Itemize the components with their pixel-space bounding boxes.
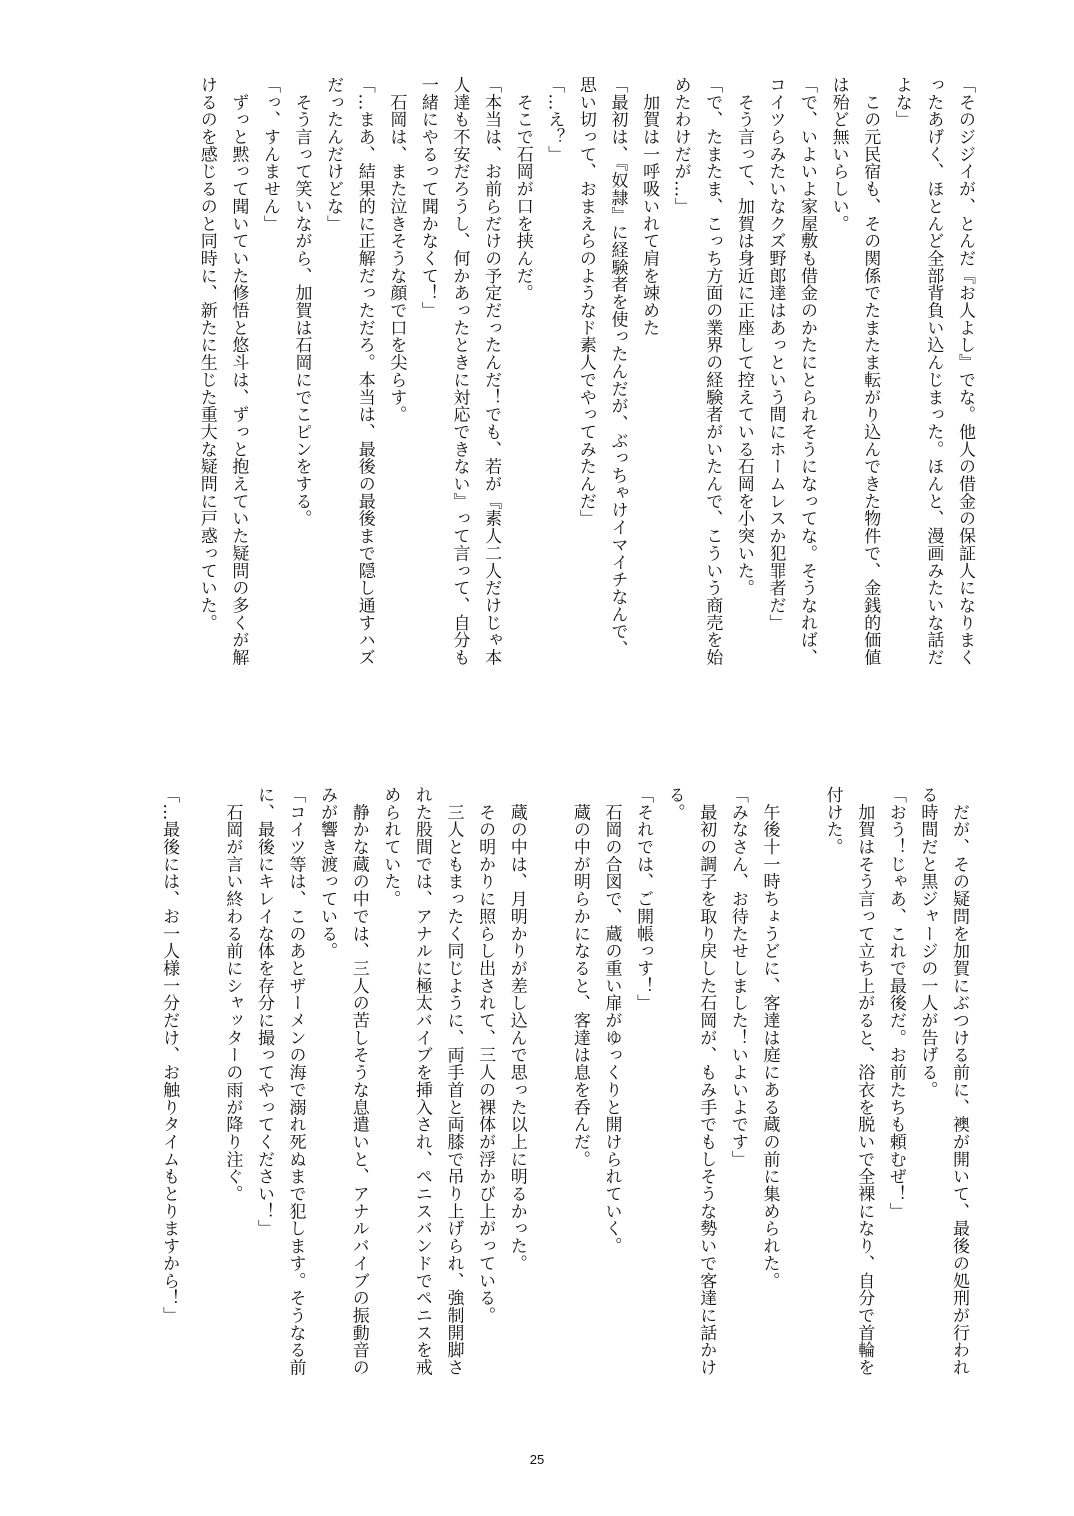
text-column: 三人ともまったく同じように、両手首と両膝で吊り上げられ、強制開脚さ	[443, 786, 464, 1376]
text-column: る時間だと黒ジャージの一人が告げる。	[917, 786, 938, 1099]
text-column: めたわけだが…」	[670, 76, 691, 215]
text-column	[184, 786, 216, 1386]
text-column: は殆ど無いらしい。	[828, 76, 849, 233]
text-column: 「それでは、ご開帳っす！」	[633, 786, 654, 1012]
text-column: 「最初は、『奴隷』に経験者を使ったんだが、ぶっちゃけイマイチなんで、	[607, 76, 628, 658]
text-column: よな」	[891, 76, 912, 129]
text-column: 加賀はそう言って立ち上がると、浴衣を脱いで全裸になり、自分で首輪を	[854, 786, 875, 1376]
text-column	[532, 786, 564, 1386]
text-column: 石岡の合図で、蔵の重い扉がゆっくりと開けられていく。	[601, 786, 622, 1255]
text-column: 「コイツ等は、このあとザーメンの海で溺れ死ぬまで犯します。そうなる前	[285, 786, 306, 1376]
text-column: 蔵の中は、月明かりが差し込んで思った以上に明るかった。	[506, 786, 527, 1272]
text-column: みが響き渡っている。	[317, 786, 338, 960]
text-column: 「で、たまたま、こっち方面の業界の経験者がいたんで、こういう商売を始	[702, 76, 723, 666]
text-column: 「…まあ、結果的に正解だっただろ。本当は、最後の最後まで隠し通すハズ	[354, 76, 375, 666]
text-column: そう言って、加賀は身近に正座して控えている石岡を小突いた。	[733, 76, 754, 597]
text-column: この元民宿も、その関係でたまたま転がり込んできた物件で、金銭的価値	[860, 76, 881, 666]
text-column: れた股間では、アナルに極太バイブを挿入され、ペニスバンドでペニスを戒	[411, 786, 432, 1376]
text-column: 「…え？」	[544, 76, 565, 163]
text-column: 「本当は、お前らだけの予定だったんだ！でも、若が『素人二人だけじゃ本	[481, 76, 502, 666]
text-column: コイツらみたいなクズ野郎達はあっという間にホームレスか犯罪者だ」	[765, 76, 786, 632]
text-column: 「そのジジイが、とんだ『お人よし』でな。他人の借金の保証人になりまく	[955, 76, 975, 666]
text-column: 静かな蔵の中では、三人の苦しそうな息遣いと、アナルバイブの振動音の	[348, 786, 369, 1376]
text-column: 午後十一時ちょうどに、客達は庭にある蔵の前に集められた。	[759, 786, 780, 1290]
text-column: 石岡が言い終わる前にシャッターの雨が降り注ぐ。	[222, 786, 243, 1203]
text-column: だが、その疑問を加賀にぶつける前に、襖が開いて、最後の処刑が行われ	[949, 786, 969, 1376]
text-column: 「みなさん、お待たせしました！いよいよです」	[727, 786, 748, 1168]
text-column	[784, 786, 816, 1386]
text-column: められていた。	[380, 786, 401, 908]
page-number: 25	[529, 1452, 545, 1467]
text-column: 最初の調子を取り戻した石岡が、もみ手でもしそうな勢いで客達に話かけ	[696, 786, 717, 1376]
text-column: そこで石岡が口を挟んだ。	[512, 76, 533, 302]
text-column: 付けた。	[822, 786, 843, 856]
text-column: その明かりに照らし出されて、三人の裸体が浮かび上がっている。	[475, 786, 496, 1324]
top-text-block	[190, 76, 980, 676]
text-column: 「…最後には、お一人様一分だけ、お触りタイムもとりますから！」	[159, 786, 180, 1324]
text-column: ずっと黙って聞いていた修悟と悠斗は、ずっと抱えていた疑問の多くが解	[228, 76, 249, 666]
text-column: 「おう！じゃあ、これで最後だ。お前たちも頼むぜ！」	[885, 786, 906, 1220]
text-column: そう言って笑いながら、加賀は石岡にでこピンをする。	[291, 76, 312, 528]
text-column: だったんだけどな」	[323, 76, 344, 233]
text-column: に、最後にキレイな体を存分に撮ってやってください！」	[253, 786, 274, 1238]
text-column: ったあげく、ほとんど全部背負い込んじまった。ほんと、漫画みたいな話だ	[923, 76, 944, 666]
text-column: 一緒にやるって聞かなくて！」	[417, 76, 438, 319]
text-column: 加賀は一呼吸いれて肩を竦めた	[639, 76, 660, 337]
text-column: けるのを感じるのと同時に、新たに生じた重大な疑問に戸惑っていた。	[196, 76, 217, 632]
text-column: 蔵の中が明らかになると、客達は息を呑んだ。	[569, 786, 590, 1168]
bottom-text-block	[153, 786, 974, 1386]
text-column: 「っ、すんません」	[259, 76, 280, 233]
text-column: 人達も不安だろうし、何かあったときに対応できない』って言って、自分も	[449, 76, 470, 666]
text-column: る。	[664, 786, 685, 821]
text-column: 石岡は、また泣きそうな顔で口を尖らす。	[386, 76, 407, 423]
text-column: 「で、いよいよ家屋敷も借金のかたにとられそうになってな。そうなれば、	[797, 76, 818, 666]
text-column: 思い切って、おまえらのようなド素人でやってみたんだ」	[575, 76, 596, 528]
